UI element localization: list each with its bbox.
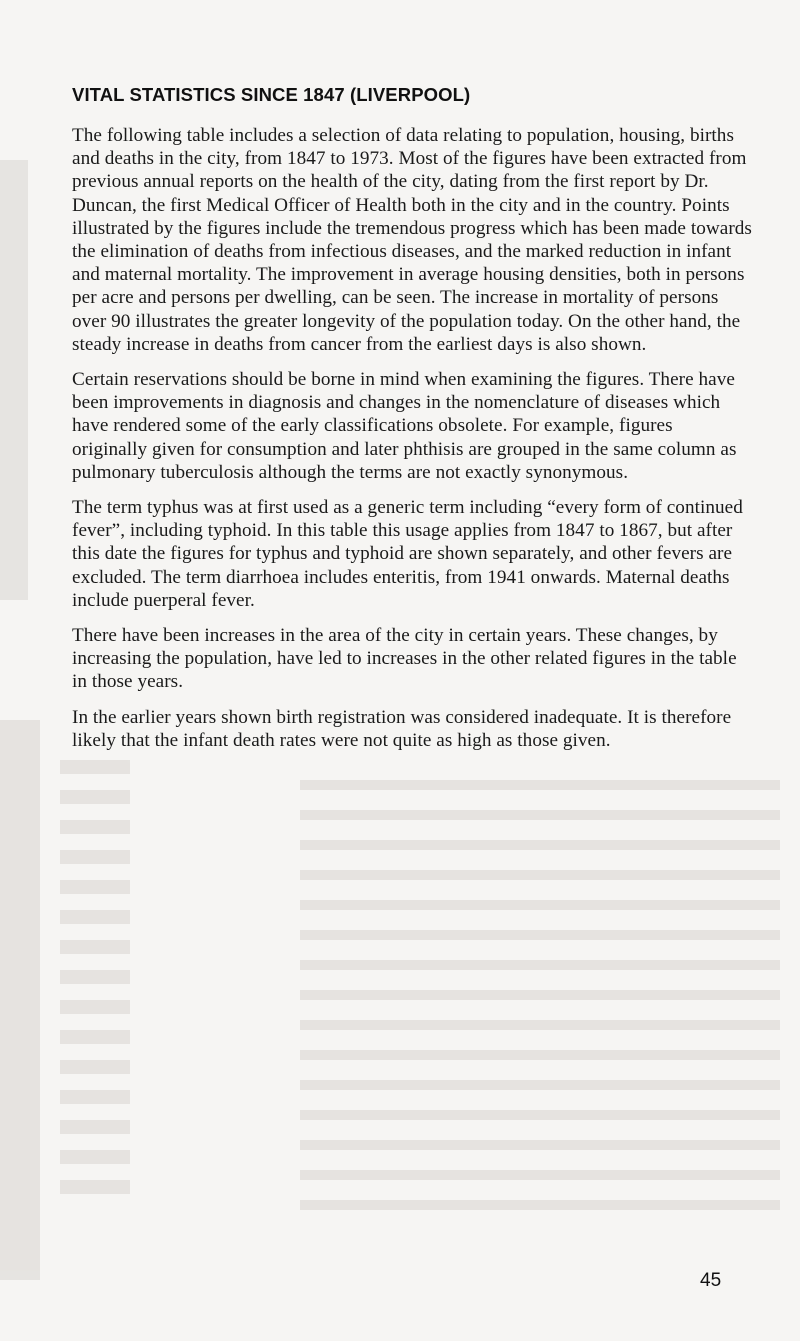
typhus-paragraph: The term typhus was at first used as a generic term including “every form of continued fever”, including typhoid. In this table this usage applies from 1847 to 1867, but after this date the figures for typhus and typhoid are shown separately, and other fevers are excluded. The term diarrhoea includes enteritis, from 1941 onwards. Maternal deaths include puerperal fever. [72,497,743,611]
reservations-paragraph: Certain reservations should be borne in mind when examining the figures. There have been improvements in diagnosis and changes in the nomenclature of diseases which have rendered some of the early classifications obsolete. For example, figures originally given for consumption and later phthisis are grouped in the same column as pulmonary tuberculosis although the terms are not exactly synonymous. [72,369,737,483]
page-title: VITAL STATISTICS SINCE 1847 (LIVERPOOL) [72,84,471,105]
intro-paragraph: The following table includes a selection of data relating to population, housing, births and deaths in the city, from 1847 to 1973. Most of the figures have been extracted from previous annual reports on the health of the city, dating from the first report by Dr. Duncan, the first Medical Officer of Health both in the city and in the country. Points illustrated by the figures include the tremendous progress which has been made towards the elimination of deaths from infectious diseases, and the marked reduction in infant and maternal mortality. The improvement in average housing densities, both in persons per acre and persons per dwelling, can be seen. The increase in mortality of persons over 90 illustrates the greater longevity of the population today. On the other hand, the steady increase in deaths from cancer from the earliest days is also shown. [72,125,752,355]
birth-registration-paragraph: In the earlier years shown birth registration was considered inadequate. It is therefore likely that the infant death rates were not quite as high as those given. [72,706,732,751]
page-number: 45 [700,1270,722,1291]
city-area-paragraph: There have been increases in the area of the city in certain years. These changes, by increasing the population, have led to increases in the other related figures in the table in those years. [72,625,737,693]
document-page [72,84,752,764]
